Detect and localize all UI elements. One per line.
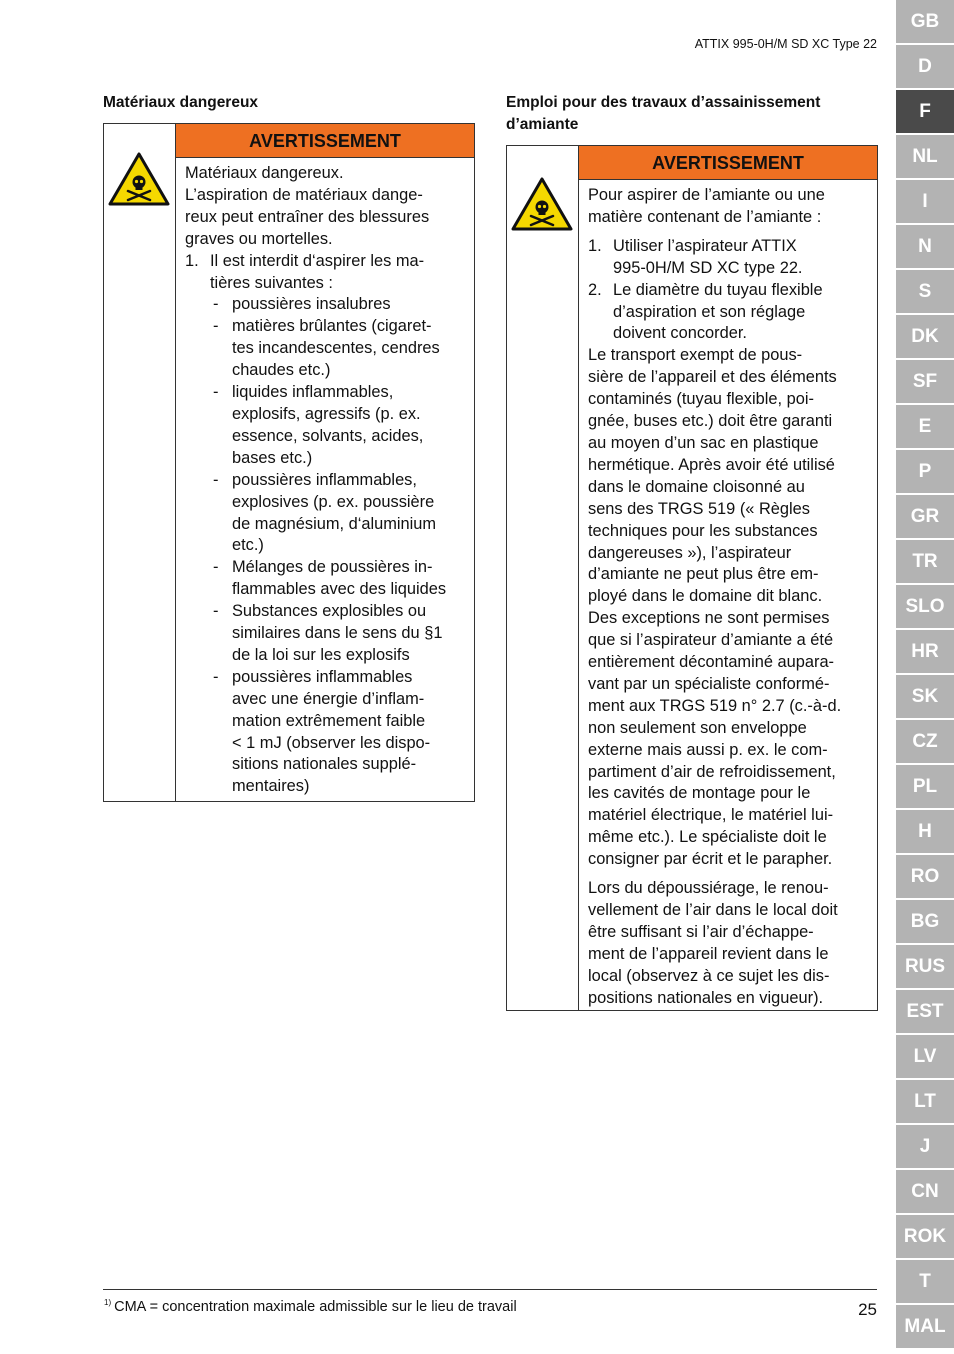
text-line: sitions nationales supplé- [232,755,417,774]
text-line: de magnésium, d‘aluminium [232,514,437,533]
warning-icon-column [507,146,579,1010]
tab-language-f[interactable]: F [896,90,954,133]
text-line: dans le domaine cloisonné au [588,477,805,496]
text-line: contaminés (tuyau flexible, poi- [588,390,814,409]
text-line: sens des TRGS 519 (« Règles [588,499,810,518]
numbered-list [185,251,466,799]
text-line: tes incandescentes, cendres [232,339,440,358]
text-line: 995-0H/M SD XC type 22. [613,258,803,277]
section-title-asbestos-work [506,92,820,136]
sub-list-item: - poussières inflammables avec une énergie d’inflam- mation extrêmement faible < 1 mJ (observer les dispo- sitions nationales supplé- mentaires) [213,667,431,796]
text-line: mentaires) [232,777,310,796]
item-number: 1. [588,236,602,255]
warning-body [579,180,877,1010]
text-line: Utiliser l’aspirateur ATTIX [613,236,797,255]
text-line: les cavités de montage pour le [588,784,811,803]
section-title-hazardous-materials: Matériaux dangereux [103,94,259,111]
text-line: Le diamètre du tuyau flexible [613,280,823,299]
tab-language-h[interactable]: H [896,810,954,853]
text-line: Des exceptions ne sont permises [588,609,830,628]
text-line: ment de l’appareil revient dans le [588,944,829,963]
sub-list-item: - liquides inflammables, explosifs, agressifs (p. ex. essence, solvants, acides, bases etc.) [213,383,424,467]
tab-language-j[interactable]: J [896,1125,954,1168]
item-number: 1. [185,251,199,270]
text-line: ployé dans le domaine dit blanc. [588,587,823,606]
text-line: non seulement son enveloppe [588,718,807,737]
footnote [104,1298,517,1315]
tab-language-ro[interactable]: RO [896,855,954,898]
footer-divider [103,1289,877,1290]
text-line: que si l’aspirateur d’amiante a été [588,631,834,650]
tab-language-p[interactable]: P [896,450,954,493]
text-line: L’aspiration de matériaux dange- [185,185,423,204]
footnote-text: CMA = concentration maximale admissible sur le lieu de travail [114,1299,517,1315]
text-line: Lors du dépoussiérage, le renou- [588,879,829,898]
text-line: doivent concorder. [613,324,747,343]
text-line: Matériaux dangereux. [185,164,344,182]
tab-language-lt[interactable]: LT [896,1080,954,1123]
tab-language-nl[interactable]: NL [896,135,954,178]
text-line: liquides inflammables, [232,383,394,402]
text-line: consigner par écrit et le parapher. [588,850,833,869]
text-line: dangereuses »), l’aspirateur [588,543,792,562]
tab-language-rus[interactable]: RUS [896,945,954,988]
footnote-mark: 1) [104,1298,112,1307]
text-line: graves ou mortelles. [185,229,333,248]
text-line: au moyen d’un sac en plastique [588,433,819,452]
text-line: Substances explosibles ou [232,602,427,621]
paragraph-dusting [588,878,869,1009]
page-number: 25 [858,1300,877,1319]
tab-language-i[interactable]: I [896,180,954,223]
tab-language-rok[interactable]: ROK [896,1215,954,1258]
text-line: ment aux TRGS 519 n° 2.7 (c.-à-d. [588,696,842,715]
text-line: partiment d’air de refroidissement, [588,762,836,781]
warning-header: AVERTISSEMENT [579,146,877,180]
item-number: 2. [588,280,602,299]
warning-intro [185,163,466,251]
warning-header: AVERTISSEMENT [176,124,474,158]
document-title: ATTIX 995-0H/M SD XC Type 22 [694,37,877,51]
text-line: reux peut entraîner des blessures [185,207,430,226]
sub-list-item: - matières brûlantes (cigaret- tes incandescentes, cendres chaudes etc.) [213,317,440,380]
text-line: tières suivantes : [210,273,333,292]
text-line: même etc.). Le spécialiste doit le [588,828,827,847]
text-line: flammables avec des liquides [232,580,447,599]
warning-icon-column [104,124,176,801]
text-line: bases etc.) [232,448,313,467]
text-line: d’aspiration et son réglage [613,302,806,321]
tab-language-pl[interactable]: PL [896,765,954,808]
tab-language-hr[interactable]: HR [896,630,954,673]
text-line: Le transport exempt de pous- [588,346,803,365]
tab-language-gr[interactable]: GR [896,495,954,538]
text-line: Pour aspirer de l’amiante ou une [588,186,825,204]
text-line: vellement de l’air dans le local doit [588,901,838,919]
tab-language-sf[interactable]: SF [896,360,954,403]
text-line: matériel électrique, le matériel lui- [588,806,834,825]
tab-language-slo[interactable]: SLO [896,585,954,628]
sub-list-item: - Substances explosibles ou similaires dans le sens du §1 de la loi sur les explosifs [213,602,443,664]
text-line: de la loi sur les explosifs [232,645,410,664]
list-item [185,251,466,799]
text-line: local (observez à ce sujet les dis- [588,966,830,985]
text-line: matière contenant de l’amiante : [588,207,822,226]
tab-language-cn[interactable]: CN [896,1170,954,1213]
warning-body [176,158,474,798]
text-line: Il est interdit d‘aspirer les ma- [210,251,425,270]
text-line: hermétique. Après avoir été utilisé [588,455,835,474]
text-line: matières brûlantes (cigaret- [232,317,432,336]
paragraph-transport [588,345,869,871]
text-line: explosifs, agressifs (p. ex. [232,404,421,423]
tab-language-est[interactable]: EST [896,990,954,1033]
text-line: mation extrêmement faible [232,711,426,730]
list-item [588,236,869,280]
text-line: être suffisant si l’air d’échappe- [588,922,814,941]
text-line: techniques pour les substances [588,521,818,540]
sub-list-item: - poussières insalubres [213,295,391,314]
numbered-list [588,236,869,346]
tab-language-tr[interactable]: TR [896,540,954,583]
text-line: sière de l’appareil et des éléments [588,368,837,387]
text-line: similaires dans le sens du §1 [232,624,443,643]
tab-language-bg[interactable]: BG [896,900,954,943]
text-line: poussières inflammables [232,667,413,686]
text-line: poussières inflammables, [232,470,417,489]
tab-language-gb[interactable]: GB [896,0,954,43]
tab-language-sk[interactable]: SK [896,675,954,718]
text-line: explosives (p. ex. poussière [232,492,435,511]
text-line: poussières insalubres [232,295,391,314]
tab-language-cz[interactable]: CZ [896,720,954,763]
warning-box-hazardous-materials [103,123,475,802]
warning-intro [588,185,869,229]
text-line: avec une énergie d’inflam- [232,689,425,708]
text-line: Emploi pour des travaux d’assainissement [506,94,821,111]
text-line: vant par un spécialiste conformé- [588,674,830,693]
tab-language-mal[interactable]: MAL [896,1305,954,1348]
tab-language-d[interactable]: D [896,45,954,88]
toxic-hazard-icon [510,176,574,232]
tab-language-lv[interactable]: LV [896,1035,954,1078]
warning-box-asbestos [506,145,878,1011]
text-line: chaudes etc.) [232,361,331,380]
tab-language-e[interactable]: E [896,405,954,448]
text-line: d’amiante ne peut plus être em- [588,565,819,584]
text-line: d’amiante [506,116,579,133]
tab-language-dk[interactable]: DK [896,315,954,358]
text-line: < 1 mJ (observer les dispo- [232,733,431,752]
list-item [588,280,869,346]
text-line: essence, solvants, acides, [232,426,424,445]
sub-list-item: - Mélanges de poussières in- flammables avec des liquides [213,558,447,599]
language-tab-bar [896,0,954,1350]
tab-language-t[interactable]: T [896,1260,954,1303]
tab-language-n[interactable]: N [896,225,954,268]
text-line: externe mais aussi p. ex. le com- [588,740,828,759]
text-line: gnée, buses etc.) doit être garanti [588,412,833,431]
toxic-hazard-icon [107,151,171,207]
text-line: Mélanges de poussières in- [232,558,433,577]
text-line: etc.) [232,536,264,555]
sub-list-item: - poussières inflammables, explosives (p. ex. poussière de magnésium, d‘aluminium etc.) [213,470,437,555]
tab-language-s[interactable]: S [896,270,954,313]
text-line: entièrement décontaminé aupara- [588,653,835,672]
text-line: positions nationales en vigueur). [588,988,824,1007]
sub-list [210,294,466,798]
